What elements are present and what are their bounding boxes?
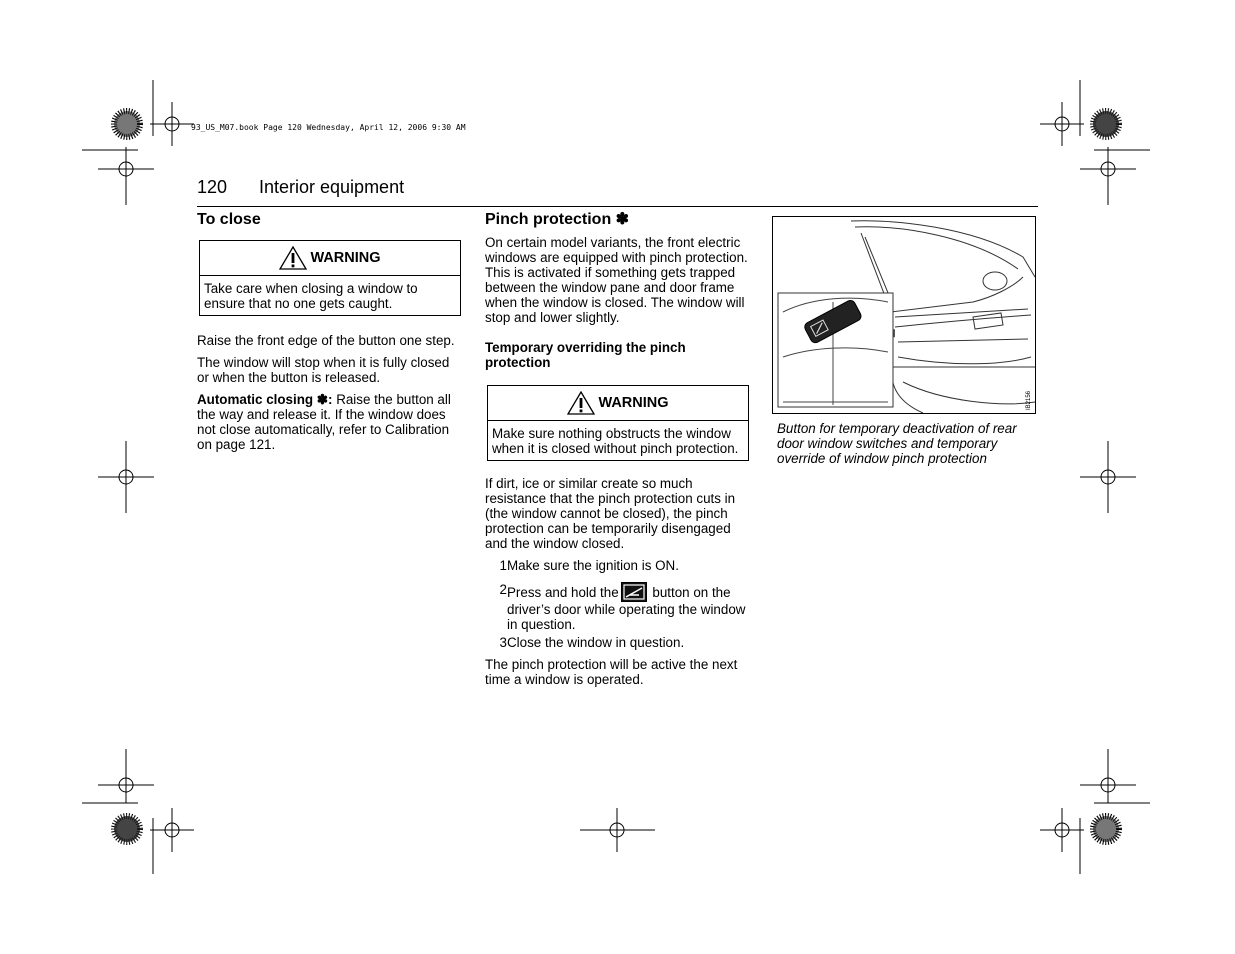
paragraph-text: Raise the button all the way and release it. If the window does not close automatically, refer to Calibration on page 121. <box>197 392 451 452</box>
warning-header <box>488 386 748 421</box>
warning-body: Make sure nothing obstructs the window when it is closed without pinch protection. <box>492 426 739 456</box>
left-column <box>197 212 463 459</box>
paragraph: Raise the front edge of the button one step. <box>197 333 455 348</box>
warning-header <box>200 241 460 276</box>
warning-triangle-icon <box>279 246 307 270</box>
paragraph-automatic-closing <box>197 392 463 452</box>
header-rule <box>197 206 1038 207</box>
paragraph: The window will stop when it is fully closed or when the button is released. <box>197 355 450 385</box>
warning-box-override <box>487 385 749 461</box>
page-header <box>197 177 404 198</box>
warning-box-close <box>199 240 461 316</box>
section-title: Interior equipment <box>259 177 405 197</box>
list-item: 2 Press and hold the button on the driver’s door while operating the window in question. <box>499 582 746 632</box>
pinch-override-button-icon <box>621 582 647 602</box>
figure-caption: Button for temporary deactivation of rear door window switches and temporary override of window pinch protection <box>777 421 1017 466</box>
warning-label: WARNING <box>310 249 381 266</box>
door-illustration <box>772 216 1036 414</box>
paragraph: If dirt, ice or similar create so much resistance that the pinch protection cuts in (the window cannot be closed), the pinch protection can be temporarily disengaged and the window closed. <box>485 476 736 551</box>
steps-list <box>485 558 749 650</box>
middle-column <box>485 212 749 694</box>
paragraph: On certain model variants, the front electric windows are equipped with pinch protection. This is activated if something gets trapped between the window pane and door frame when the window is closed. The window will stop and lower slightly. <box>485 235 748 325</box>
subheading-temporary-override: Temporary overriding the pinch protection <box>485 340 686 370</box>
page-number: 120 <box>197 177 228 197</box>
door-drawing <box>773 217 1035 413</box>
warning-label: WARNING <box>598 394 669 411</box>
heading-pinch-protection: Pinch protection ✽ <box>485 211 630 228</box>
heading-to-close: To close <box>197 211 261 228</box>
figure-code: IB2156 <box>1026 390 1032 410</box>
warning-body: Take care when closing a window to ensure that no one gets caught. <box>204 281 418 311</box>
paragraph: The pinch protection will be active the next time a window is operated. <box>485 657 738 687</box>
warning-triangle-icon <box>567 391 595 415</box>
list-item: 3 Close the window in question. <box>499 635 685 650</box>
list-item: 1 Make sure the ignition is ON. <box>499 558 679 573</box>
print-slug: 93_US_M07.book Page 120 Wednesday, April 12, 2006 9:30 AM <box>191 123 466 132</box>
bold-lead: Automatic closing ✽: <box>197 392 333 407</box>
